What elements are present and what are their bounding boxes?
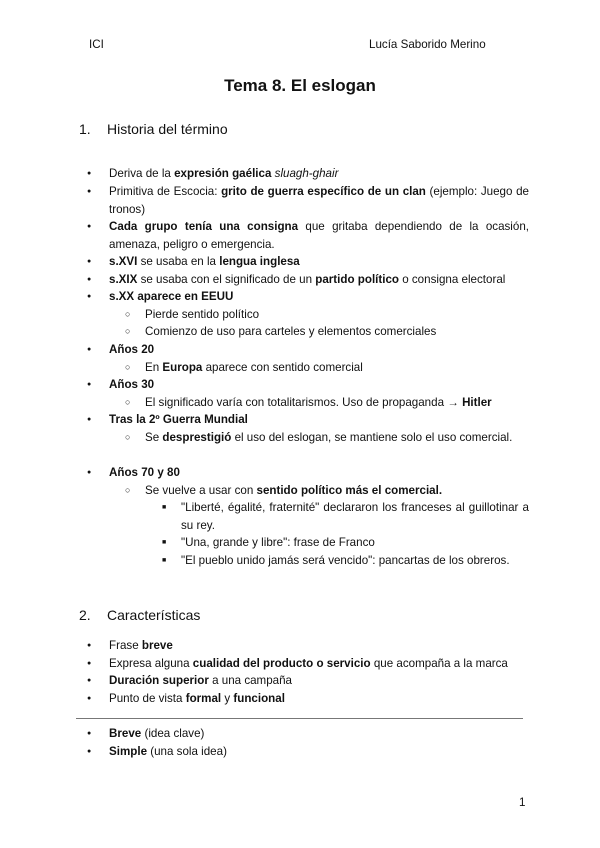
list-item: ● Años 20 bbox=[109, 341, 529, 359]
page-number: 1 bbox=[519, 796, 526, 809]
sub-list-item: ○ Se vuelve a usar con sentido político más el comercial. bbox=[145, 482, 529, 500]
sub-list-item: ○ En Europa aparece con sentido comercial bbox=[145, 359, 529, 377]
sub-list-item: ○ Pierde sentido político bbox=[145, 306, 529, 324]
section-label: Características bbox=[107, 607, 201, 623]
sub-list-item: ○ Comienzo de uso para carteles y elementos comerciales bbox=[145, 323, 529, 341]
page-title: Tema 8. El eslogan bbox=[224, 76, 376, 95]
header-right: Lucía Saborido Merino bbox=[369, 38, 486, 51]
list-item: ● Tras la 2º Guerra Mundial bbox=[109, 411, 529, 429]
list-item: ● Frase breve bbox=[109, 637, 529, 655]
list-item: ● Breve (idea clave) bbox=[109, 725, 529, 743]
list-item: ● Expresa alguna cualidad del producto o servicio que acompaña a la marca bbox=[109, 655, 529, 673]
list-item: ● Simple (una sola idea) bbox=[109, 743, 529, 761]
list-item: ● Deriva de la expresión gaélica sluagh-ghair bbox=[109, 165, 529, 183]
section-label: Historia del término bbox=[107, 121, 228, 137]
sub-sub-list-item: ■ "Liberté, égalité, fraternité" declararon los franceses al guillotinar a su rey. bbox=[181, 499, 529, 534]
header-left: ICI bbox=[89, 38, 104, 51]
list-item: ● Duración superior a una campaña bbox=[109, 672, 529, 690]
list-item: ● Punto de vista formal y funcional bbox=[109, 690, 529, 708]
horizontal-divider bbox=[76, 718, 523, 719]
list-item: ● Años 70 y 80 bbox=[109, 464, 529, 482]
sub-sub-list-item: ■ "Una, grande y libre": frase de Franco bbox=[181, 534, 529, 552]
section-number: 2. bbox=[79, 607, 91, 623]
list-item: ● s.XIX se usaba con el significado de un partido político o consigna electoral bbox=[109, 271, 529, 289]
sub-sub-list-item: ■ "El pueblo unido jamás será vencido": pancartas de los obreros. bbox=[181, 552, 529, 570]
sub-list-item: ○ Se desprestigió el uso del eslogan, se mantiene solo el uso comercial. bbox=[145, 429, 529, 447]
list-item: ● s.XVI se usaba en la lengua inglesa bbox=[109, 253, 529, 271]
section-number: 1. bbox=[79, 121, 91, 137]
sub-list-item: ○ El significado varía con totalitarismos. Uso de propaganda → Hitler bbox=[145, 394, 529, 412]
list-item: ● s.XX aparece en EEUU bbox=[109, 288, 529, 306]
list-item: ● Primitiva de Escocia: grito de guerra específico de un clan (ejemplo: Juego de tronos) bbox=[109, 183, 529, 218]
list-item: ● Cada grupo tenía una consigna que gritaba dependiendo de la ocasión, amenaza, peligro o emergencia. bbox=[109, 218, 529, 253]
list-item: ● Años 30 bbox=[109, 376, 529, 394]
